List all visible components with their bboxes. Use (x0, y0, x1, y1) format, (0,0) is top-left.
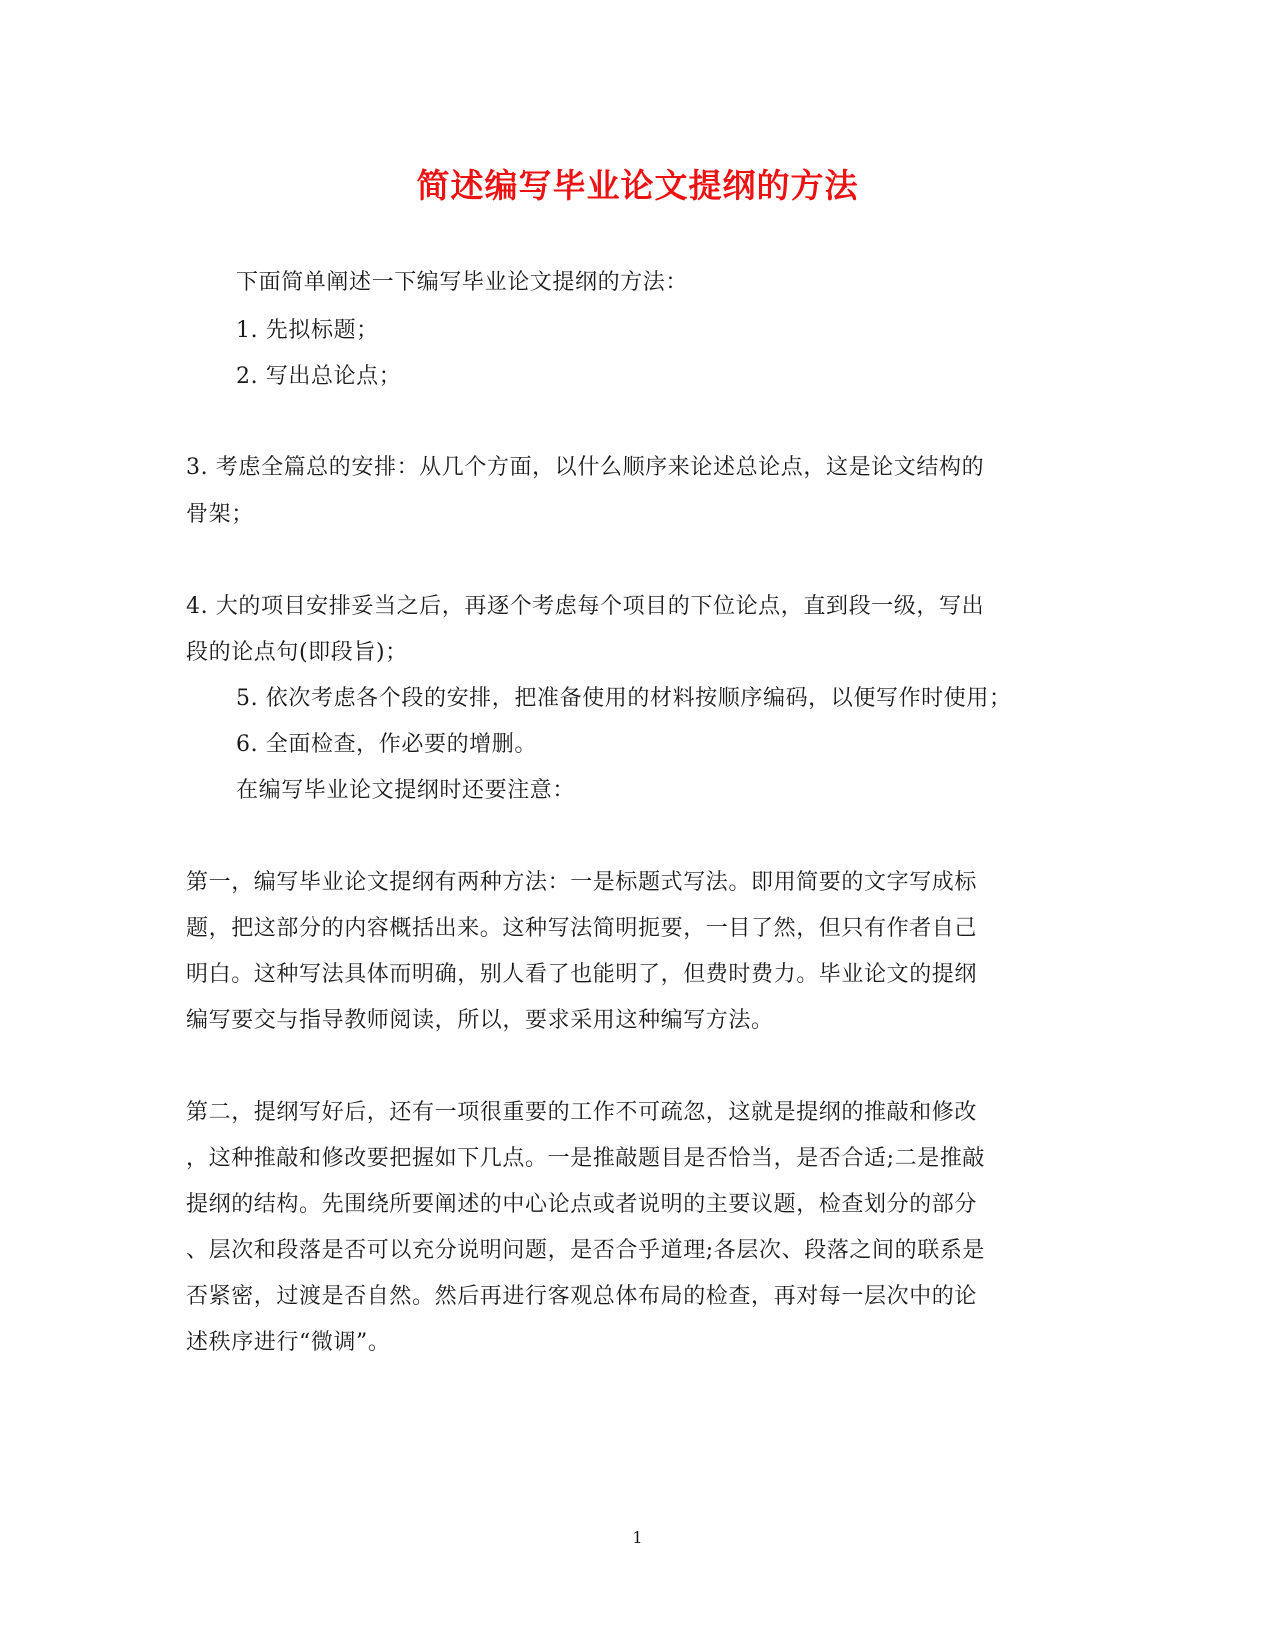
paragraph-1-line-3: 明白。这种写法具体而明确，别人看了也能明了，但费时费力。毕业论文的提纲 (186, 962, 978, 987)
step-4-line-2: 段的论点句(即段旨)； (186, 640, 408, 665)
page-number: 1 (632, 1528, 643, 1547)
note-intro: 在编写毕业论文提纲时还要注意： (236, 778, 576, 803)
step-3-line-2: 骨架； (186, 502, 254, 527)
step-6: 6. 全面检查，作必要的增删。 (236, 732, 537, 757)
paragraph-2-line-2: ，这种推敲和修改要把握如下几点。一是推敲题目是否恰当，是否合适;二是推敲 (186, 1146, 986, 1171)
paragraph-1-line-2: 题，把这部分的内容概括出来。这种写法简明扼要，一目了然，但只有作者自己 (186, 916, 978, 941)
step-3-line-1: 3. 考虑全篇总的安排：从几个方面，以什么顺序来论述总论点，这是论文结构的 (186, 455, 985, 480)
step-5: 5. 依次考虑各个段的安排，把准备使用的材料按顺序编码，以便写作时使用； (236, 686, 1012, 711)
paragraph-2-line-3: 提纲的结构。先围绕所要阐述的中心论点或者说明的主要议题，检查划分的部分 (186, 1192, 978, 1217)
paragraph-1-line-1: 第一，编写毕业论文提纲有两种方法：一是标题式写法。即用简要的文字写成标 (186, 870, 978, 895)
paragraph-2-line-6: 述秩序进行“微调”。 (186, 1330, 391, 1355)
document-title: 简述编写毕业论文提纲的方法 (416, 166, 859, 205)
intro-text: 下面简单阐述一下编写毕业论文提纲的方法： (236, 270, 689, 295)
step-4-line-1: 4. 大的项目安排妥当之后，再逐个考虑每个项目的下位论点，直到段一级，写出 (186, 594, 985, 619)
step-2: 2. 写出总论点； (236, 364, 402, 389)
paragraph-2-line-1: 第二，提纲写好后，还有一项很重要的工作不可疏忽，这就是提纲的推敲和修改 (186, 1100, 978, 1125)
paragraph-2-line-5: 否紧密，过渡是否自然。然后再进行客观总体布局的检查，再对每一层次中的论 (186, 1284, 978, 1309)
paragraph-2-line-4: 、层次和段落是否可以充分说明问题，是否合乎道理;各层次、段落之间的联系是 (186, 1238, 986, 1263)
paragraph-1-line-4: 编写要交与指导教师阅读，所以，要求采用这种编写方法。 (186, 1008, 774, 1033)
step-1: 1. 先拟标题； (236, 318, 379, 343)
